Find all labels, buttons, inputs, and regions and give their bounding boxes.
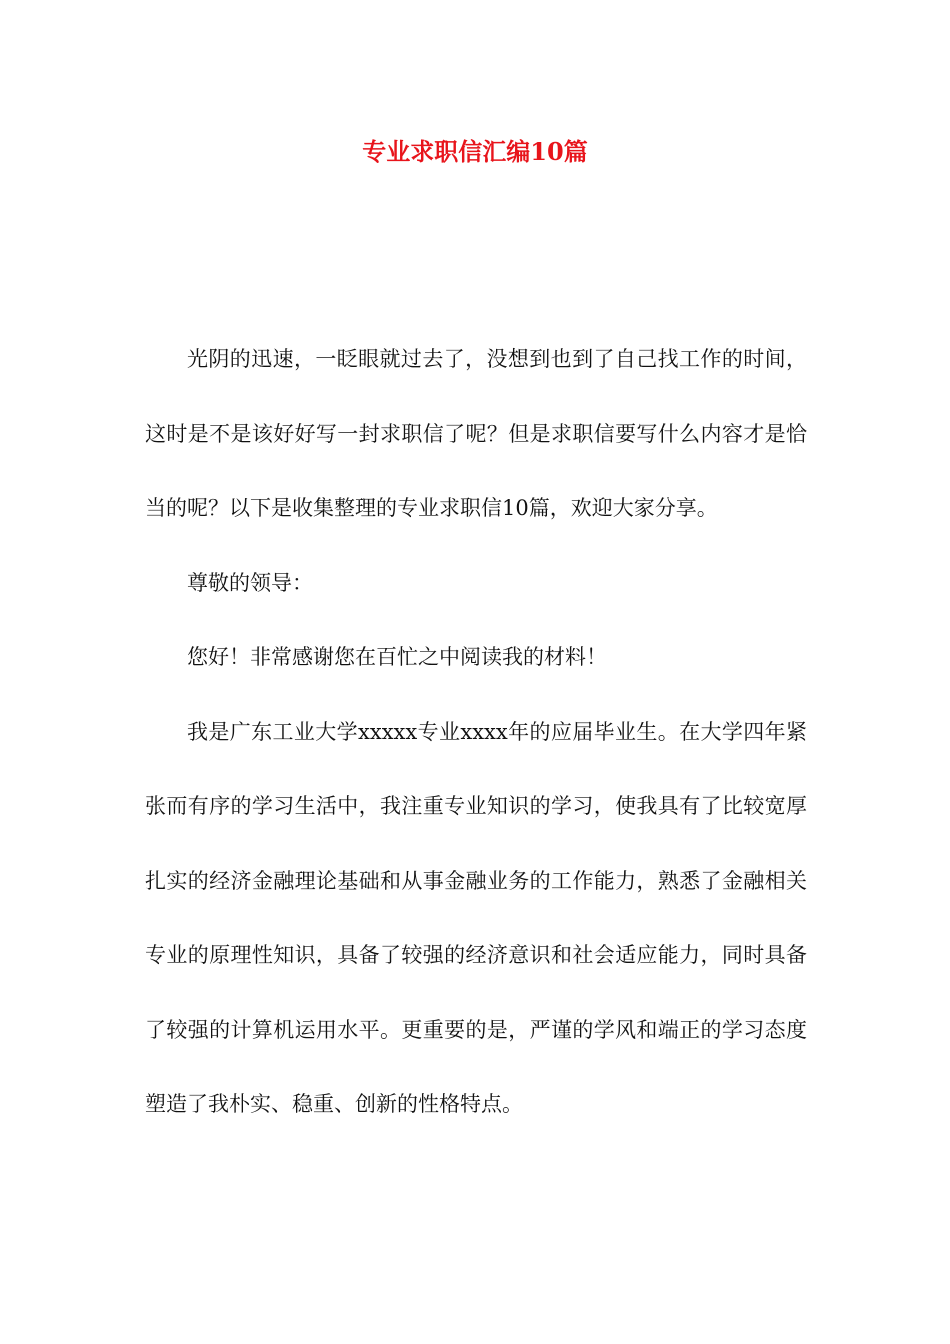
paragraph-intro: 光阴的迅速，一眨眼就过去了，没想到也到了自己找工作的时间，这时是不是该好好写一封求职信了呢？但是求职信要写什么内容才是恰当的呢？以下是收集整理的专业求职信10篇，欢迎大家分享。 (145, 347, 807, 520)
document-body (145, 322, 807, 1142)
paragraph-self-introduction: 我是广东工业大学xxxxx专业xxxx年的应届毕业生。在大学四年紧张而有序的学习生活中，我注重专业知识的学习，使我具有了比较宽厚扎实的经济金融理论基础和从事金融业务的工作能力，熟悉了金融相关专业的原理性知识，具备了较强的经济意识和社会适应能力，同时具备了较强的计算机运用水平。更重要的是，严谨的学风和端正的学习态度塑造了我朴实、稳重、创新的性格特点。 (145, 719, 807, 1116)
document-title: 专业求职信汇编10篇 (362, 137, 588, 166)
paragraph-salutation: 尊敬的领导： (187, 570, 313, 595)
paragraph-greeting: 您好！非常感谢您在百忙之中阅读我的材料！ (187, 645, 607, 669)
